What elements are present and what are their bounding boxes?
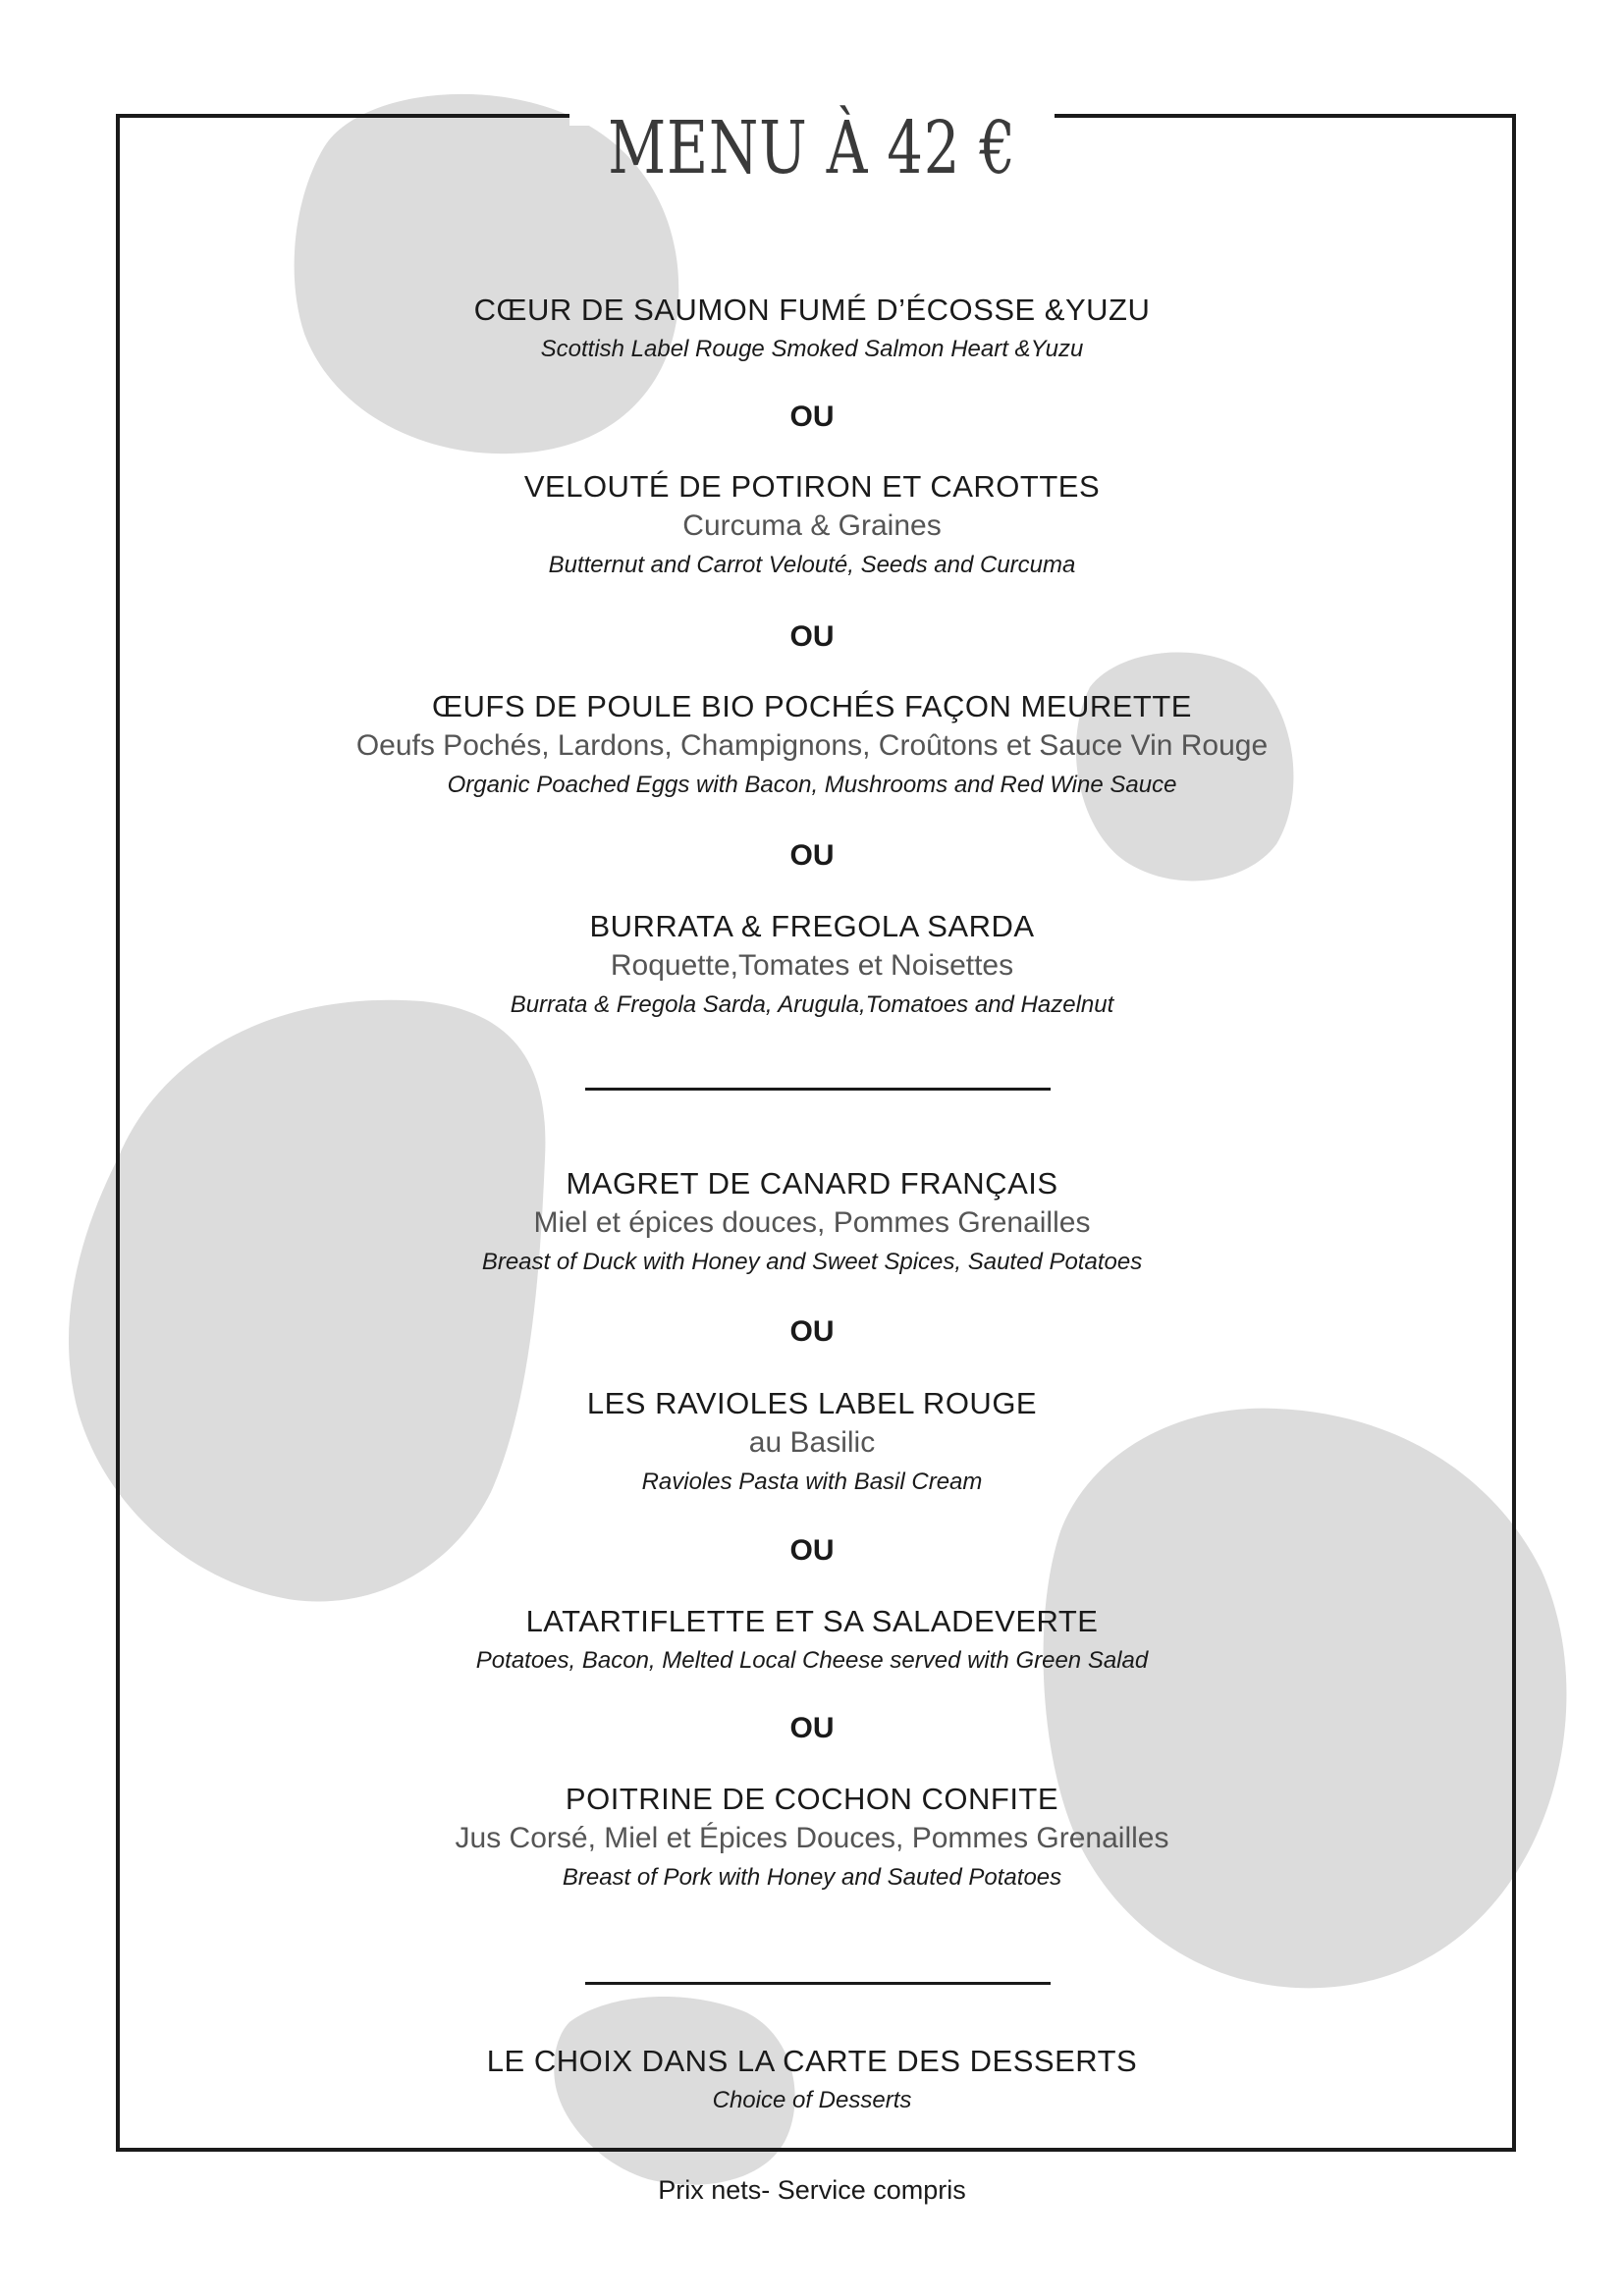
or-separator: OU <box>789 1712 835 1744</box>
starter-item <box>0 291 1624 369</box>
dish-english: Scottish Label Rouge Smoked Salmon Heart &Yuzu <box>540 336 1084 362</box>
starter-item <box>0 907 1624 1025</box>
main-item <box>0 1780 1624 1897</box>
or-separator: OU <box>789 620 835 653</box>
dish-name: LES RAVIOLES LABEL ROUGE <box>586 1386 1038 1420</box>
footer-note: Prix nets- Service compris <box>658 2175 966 2205</box>
dish-description: au Basilic <box>748 1426 876 1459</box>
dish-english: Organic Poached Eggs with Bacon, Mushrooms and Red Wine Sauce <box>447 772 1177 798</box>
starter-item <box>0 687 1624 805</box>
dessert-item <box>0 2042 1624 2120</box>
dish-name: POITRINE DE COCHON CONFITE <box>565 1782 1059 1816</box>
dish-name: MAGRET DE CANARD FRANÇAIS <box>566 1166 1058 1201</box>
or-separator: OU <box>789 1315 835 1348</box>
dish-english: Burrata & Fregola Sarda, Arugula,Tomatoes and Hazelnut <box>510 991 1114 1018</box>
or-separator: OU <box>789 400 835 433</box>
dish-description: Miel et épices douces, Pommes Grenailles <box>533 1206 1091 1239</box>
dish-english: Potatoes, Bacon, Melted Local Cheese served with Green Salad <box>475 1647 1149 1674</box>
or-separator: OU <box>789 1534 835 1567</box>
main-item <box>0 1384 1624 1502</box>
dish-description: Oeufs Pochés, Lardons, Champignons, Croûtons et Sauce Vin Rouge <box>355 729 1269 762</box>
or-separator: OU <box>789 839 835 872</box>
dessert-english: Choice of Desserts <box>712 2087 912 2113</box>
dish-name: BURRATA & FREGOLA SARDA <box>589 909 1035 943</box>
dish-name: LATARTIFLETTE ET SA SALADEVERTE <box>525 1604 1099 1638</box>
dish-english: Breast of Duck with Honey and Sweet Spices, Sauted Potatoes <box>481 1249 1143 1275</box>
dish-description: Roquette,Tomates et Noisettes <box>610 949 1014 982</box>
dish-description: Curcuma & Graines <box>682 509 942 542</box>
dish-name: VELOUTÉ DE POTIRON ET CAROTTES <box>523 469 1101 504</box>
menu-title: MENU À 42 € <box>608 106 1016 190</box>
dish-name: ŒUFS DE POULE BIO POCHÉS FAÇON MEURETTE <box>432 689 1192 723</box>
starter-item <box>0 467 1624 585</box>
main-item <box>0 1164 1624 1282</box>
dish-english: Breast of Pork with Honey and Sauted Potatoes <box>562 1864 1062 1891</box>
dish-description: Jus Corsé, Miel et Épices Douces, Pommes Grenailles <box>455 1822 1169 1854</box>
dessert-name: LE CHOIX DANS LA CARTE DES DESSERTS <box>486 2044 1138 2078</box>
dish-name: CŒUR DE SAUMON FUMÉ D’ÉCOSSE &YUZU <box>473 293 1151 327</box>
dish-english: Butternut and Carrot Velouté, Seeds and Curcuma <box>548 552 1076 578</box>
section-divider <box>585 1088 1051 1091</box>
dish-english: Ravioles Pasta with Basil Cream <box>641 1468 983 1495</box>
main-item <box>0 1602 1624 1681</box>
section-divider <box>585 1982 1051 1985</box>
